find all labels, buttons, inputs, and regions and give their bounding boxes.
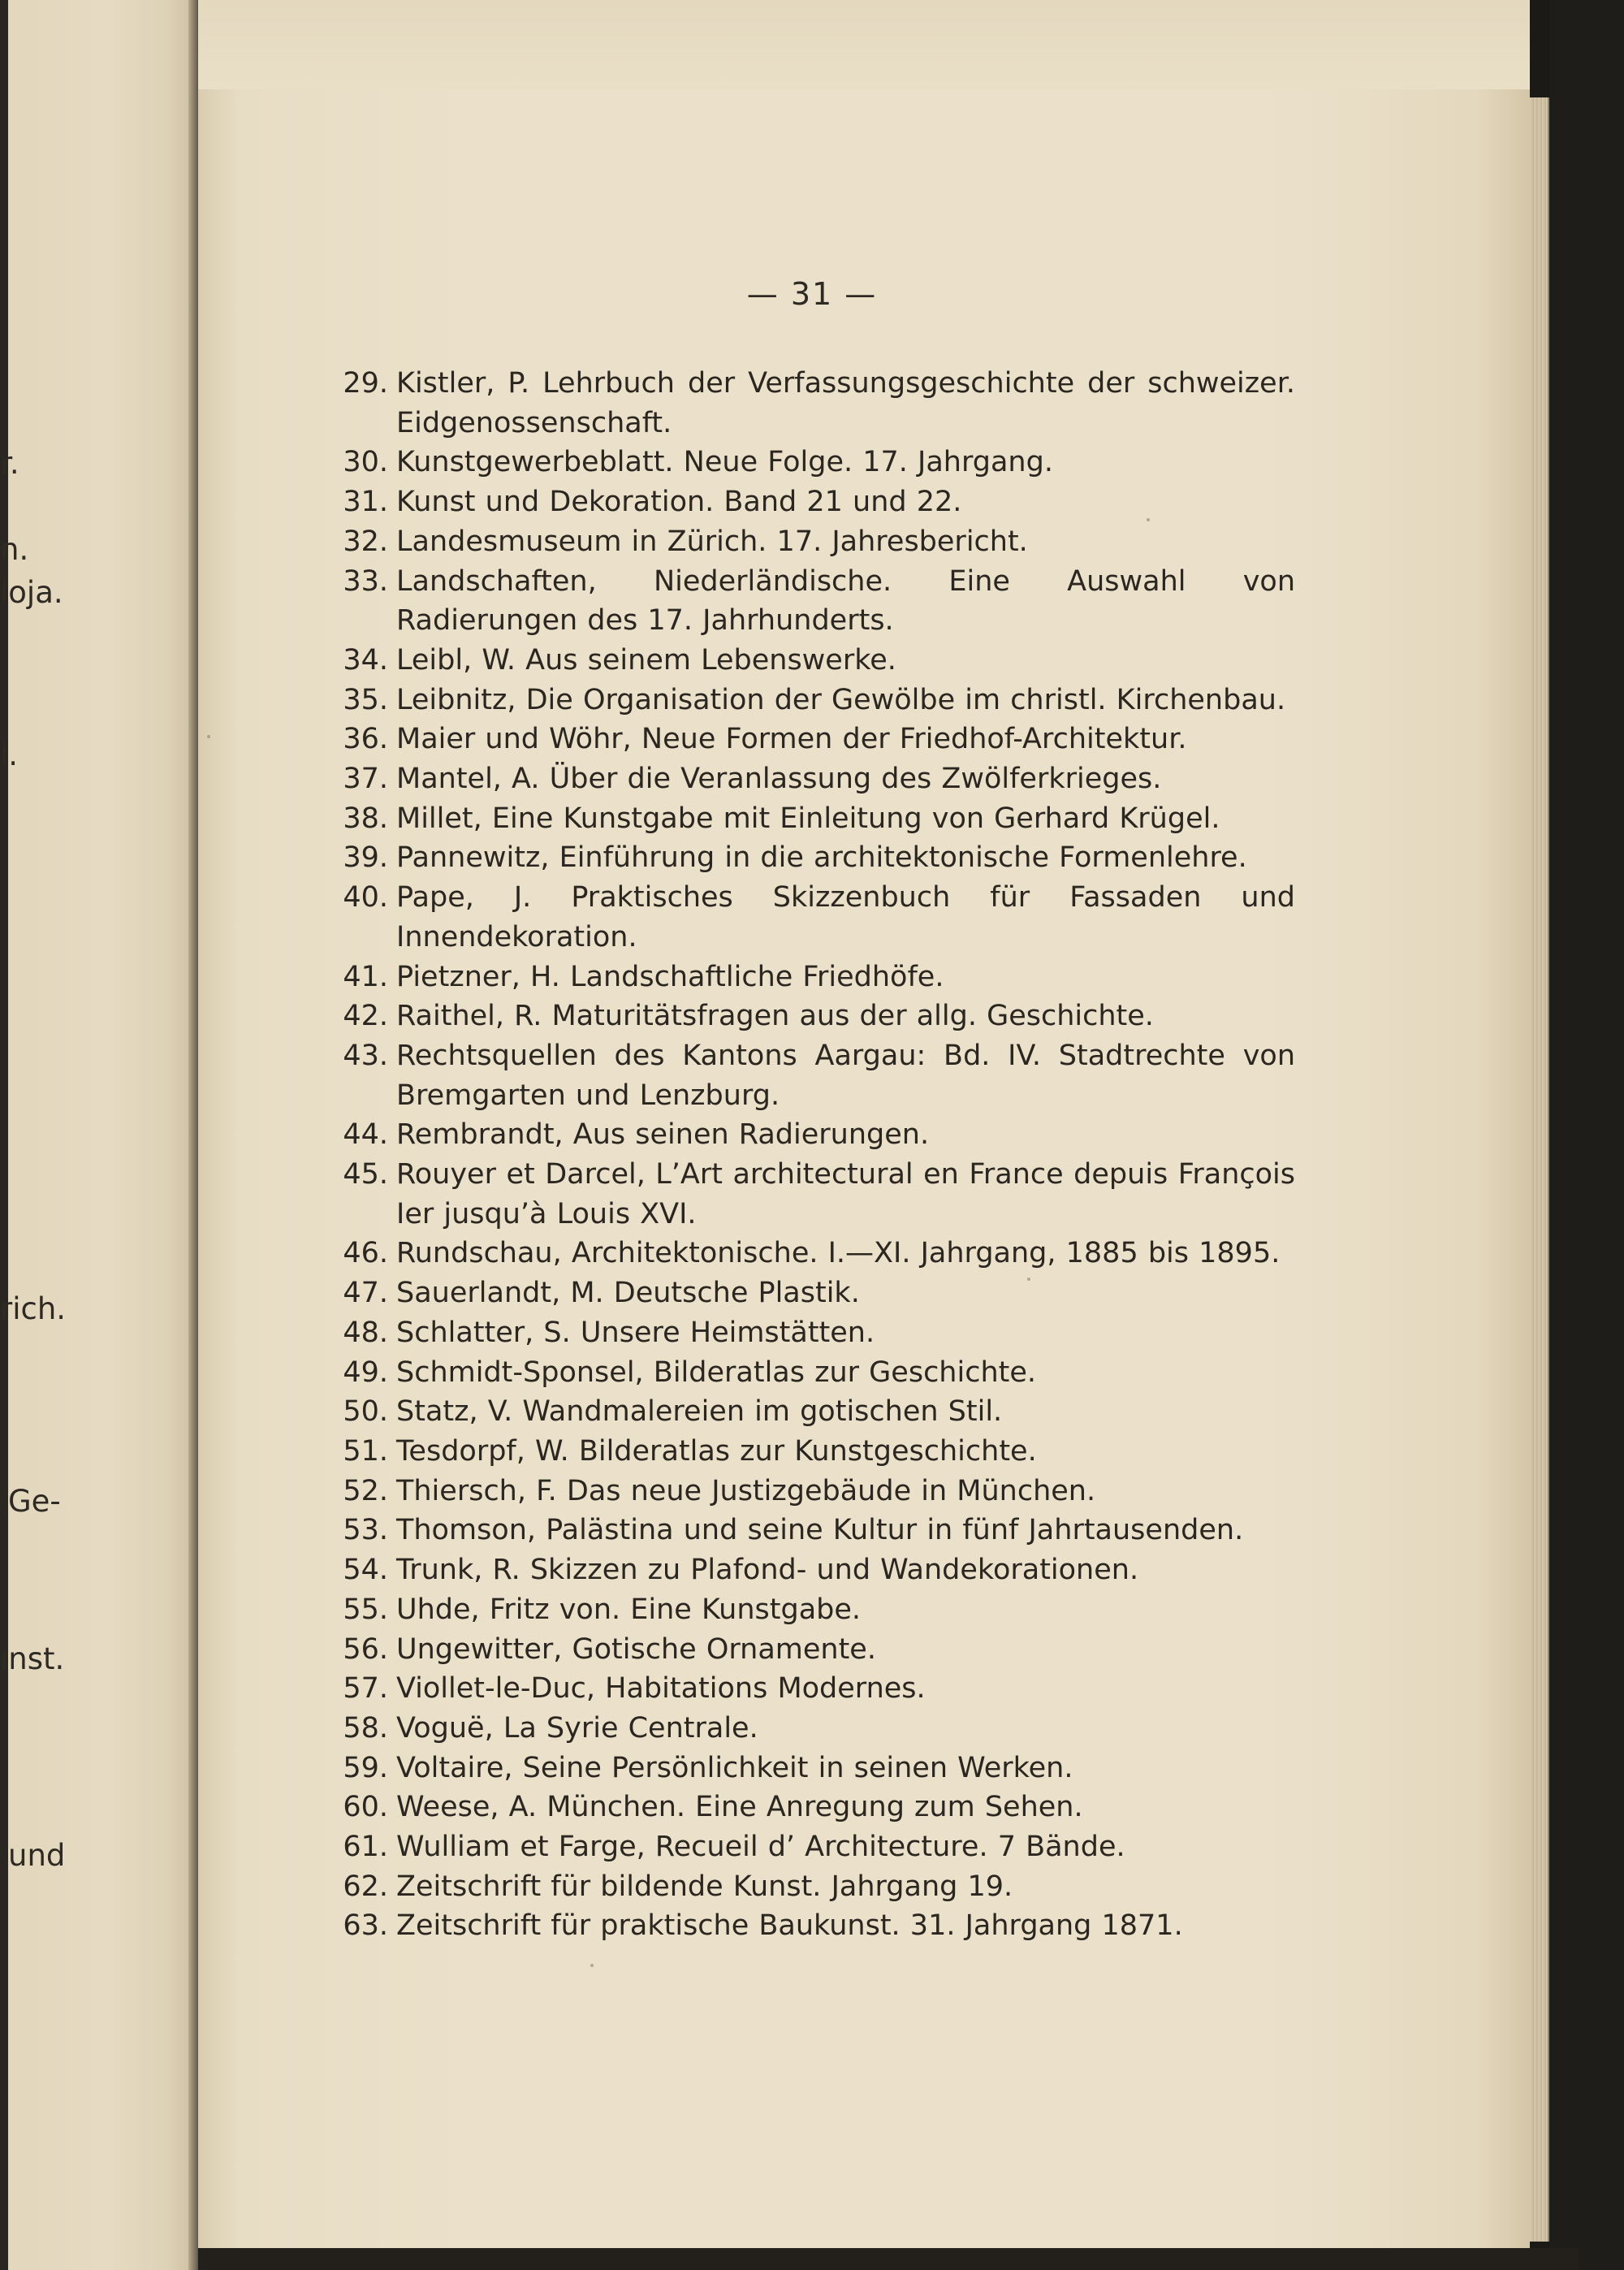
entry-number: 44. [343,1118,388,1152]
list-item [329,1827,1295,1867]
entry-text: Trunk, R. Skizzen zu Plafond- und Wandekorationen. [396,1554,1139,1587]
page-top-margin [198,0,1530,89]
entry-number: 43. [343,1039,388,1072]
entry-number: 37. [343,763,388,796]
entry-number: 40. [343,881,388,914]
entry-number: 48. [343,1316,388,1349]
entry-number: 49. [343,1356,388,1389]
entry-number: 61. [343,1831,388,1864]
entry-text: Rundschau, Architektonische. I.—XI. Jahrgang, 1885 bis 1895. [396,1237,1281,1270]
scan-background-bottom [198,2248,1579,2270]
list-item [329,759,1295,799]
list-item [329,1234,1295,1273]
list-item [329,1867,1295,1907]
previous-page-fragment: rich. [0,1291,67,1326]
entry-text: Uhde, Fritz von. Eine Kunstgabe. [396,1593,862,1626]
entry-text: Raithel, R. Maturitätsfragen aus der allg. Geschichte. [396,1000,1154,1033]
list-item [329,522,1295,562]
list-item [329,1313,1295,1353]
entry-number: 33. [343,564,388,598]
entry-text: Kunst und Dekoration. Band 21 und 22. [396,486,962,519]
entry-number: 62. [343,1870,388,1903]
list-item [329,1273,1295,1313]
entry-text: Thomson, Palästina und seine Kultur in fünf Jahrtausenden. [396,1514,1244,1547]
entry-text: Wulliam et Farge, Recueil d’ Architecture. 7 Bände. [396,1831,1125,1864]
list-item [329,482,1295,522]
list-item [329,1749,1295,1788]
entry-text: Kunstgewerbeblatt. Neue Folge. 17. Jahrgang. [396,446,1053,479]
list-item [329,443,1295,482]
entry-number: 54. [343,1554,388,1587]
entry-number: 32. [343,525,388,558]
entry-text: Viollet-le-Duc, Habitations Modernes. [396,1672,926,1706]
entry-text: Landschaften, Niederländische. Eine Auswahl von Radierungen des 17. Jahrhunderts. [396,564,1295,638]
scan-background-right [1549,0,1624,2270]
previous-page [0,0,198,2270]
entry-number: 60. [343,1791,388,1824]
entry-text: Millet, Eine Kunstgabe mit Einleitung von Gerhard Krügel. [396,802,1220,835]
entry-number: 53. [343,1514,388,1547]
entry-number: 46. [343,1237,388,1270]
entry-number: 36. [343,723,388,756]
entry-text: Ungewitter, Gotische Ornamente. [396,1632,876,1666]
previous-page-fragment: Ge- [8,1484,61,1519]
entry-text: Thiersch, F. Das neue Justizgebäude in München. [396,1474,1096,1507]
entry-number: 58. [343,1711,388,1745]
list-item [329,681,1295,720]
list-item [329,1432,1295,1472]
list-item [329,1590,1295,1630]
entry-text: Leibnitz, Die Organisation der Gewölbe im christl. Kirchenbau. [396,683,1286,716]
list-item [329,1115,1295,1155]
entry-number: 55. [343,1593,388,1626]
entry-text: Rouyer et Darcel, L’Art architectural en France depuis François Ier jusqu’à Louis XVI. [396,1158,1295,1230]
entry-text: Weese, A. München. Eine Anregung zum Sehen. [396,1791,1083,1824]
entry-number: 38. [343,802,388,835]
page-stack-edge [1530,97,1549,2242]
entry-text: Landesmuseum in Zürich. 17. Jahresbericht. [396,525,1028,558]
book-edge-left [0,0,8,2270]
entry-text: Pannewitz, Einführung in die architektonische Formenlehre. [396,841,1247,875]
list-item [329,1669,1295,1709]
entry-text: Schlatter, S. Unsere Heimstätten. [396,1316,875,1349]
entry-text: Schmidt-Sponsel, Bilderatlas zur Geschichte. [396,1356,1037,1389]
list-item [329,1155,1295,1234]
entry-number: 34. [343,643,388,677]
list-item [329,562,1295,641]
entry-text: Voltaire, Seine Persönlichkeit in seinen Werken. [396,1751,1073,1784]
entry-text: Maier und Wöhr, Neue Formen der Friedhof-Architektur. [396,723,1187,756]
entry-number: 41. [343,960,388,993]
previous-page-fragment: und [8,1838,66,1873]
entry-text: Kistler, P. Lehrbuch der Verfassungsgeschichte der schweizer. Eidgenossenschaft. [396,367,1295,439]
entry-number: 39. [343,841,388,875]
entry-text: Voguë, La Syrie Centrale. [396,1711,758,1745]
list-item [329,1511,1295,1550]
entry-text: Pape, J. Praktisches Skizzenbuch für Fassaden und Innendekoration. [396,881,1295,953]
entry-text: Zeitschrift für bildende Kunst. Jahrgang 19. [396,1870,1013,1903]
bibliography-list [329,364,1295,1946]
previous-page-fragment: loja. [0,575,63,610]
entry-text: Rembrandt, Aus seinen Radierungen. [396,1118,930,1152]
list-item [329,641,1295,681]
list-item [329,364,1295,443]
entry-number: 63. [343,1909,388,1943]
list-item [329,838,1295,878]
entry-number: 52. [343,1474,388,1507]
entry-text: Statz, V. Wandmalereien im gotischen Stil. [396,1395,1003,1429]
paper-speck [590,1964,594,1967]
entry-text: Zeitschrift für praktische Baukunst. 31. Jahrgang 1871. [396,1909,1183,1943]
entry-text: Leibl, W. Aus seinem Lebenswerke. [396,643,896,677]
entry-number: 30. [343,446,388,479]
list-item [329,1472,1295,1511]
list-item [329,1630,1295,1670]
list-item [329,1036,1295,1115]
page-number: — 31 — [746,276,878,312]
entry-text: Sauerlandt, M. Deutsche Plastik. [396,1277,860,1310]
list-item [329,720,1295,759]
entry-number: 50. [343,1395,388,1429]
entry-number: 31. [343,486,388,519]
list-item [329,1392,1295,1432]
paper-speck [207,735,210,738]
entry-number: 42. [343,1000,388,1033]
list-item [329,1709,1295,1749]
list-item [329,878,1295,957]
entry-text: Pietzner, H. Landschaftliche Friedhöfe. [396,960,944,993]
previous-page-fragment: r. [0,446,19,481]
list-item [329,1906,1295,1946]
entry-number: 59. [343,1751,388,1784]
entry-text: Mantel, A. Über die Veranlassung des Zwölferkrieges. [396,763,1162,796]
entry-number: 56. [343,1632,388,1666]
entry-number: 57. [343,1672,388,1706]
previous-page-fragment: n. [0,532,29,567]
entry-text: Tesdorpf, W. Bilderatlas zur Kunstgeschichte. [396,1434,1037,1468]
previous-page-fragment: ınst. [0,1641,65,1676]
list-item [329,1788,1295,1827]
list-item [329,799,1295,839]
entry-number: 35. [343,683,388,716]
entry-number: 45. [343,1158,388,1191]
entry-number: 51. [343,1434,388,1468]
list-item [329,997,1295,1036]
list-item [329,1353,1295,1393]
entry-text: Rechtsquellen des Kantons Aargau: Bd. IV. Stadtrechte von Bremgarten und Lenzburg. [396,1039,1295,1112]
list-item [329,1550,1295,1590]
entry-number: 47. [343,1277,388,1310]
list-item [329,958,1295,997]
entry-number: 29. [343,367,388,400]
previous-page-fragment: l. [0,737,19,772]
